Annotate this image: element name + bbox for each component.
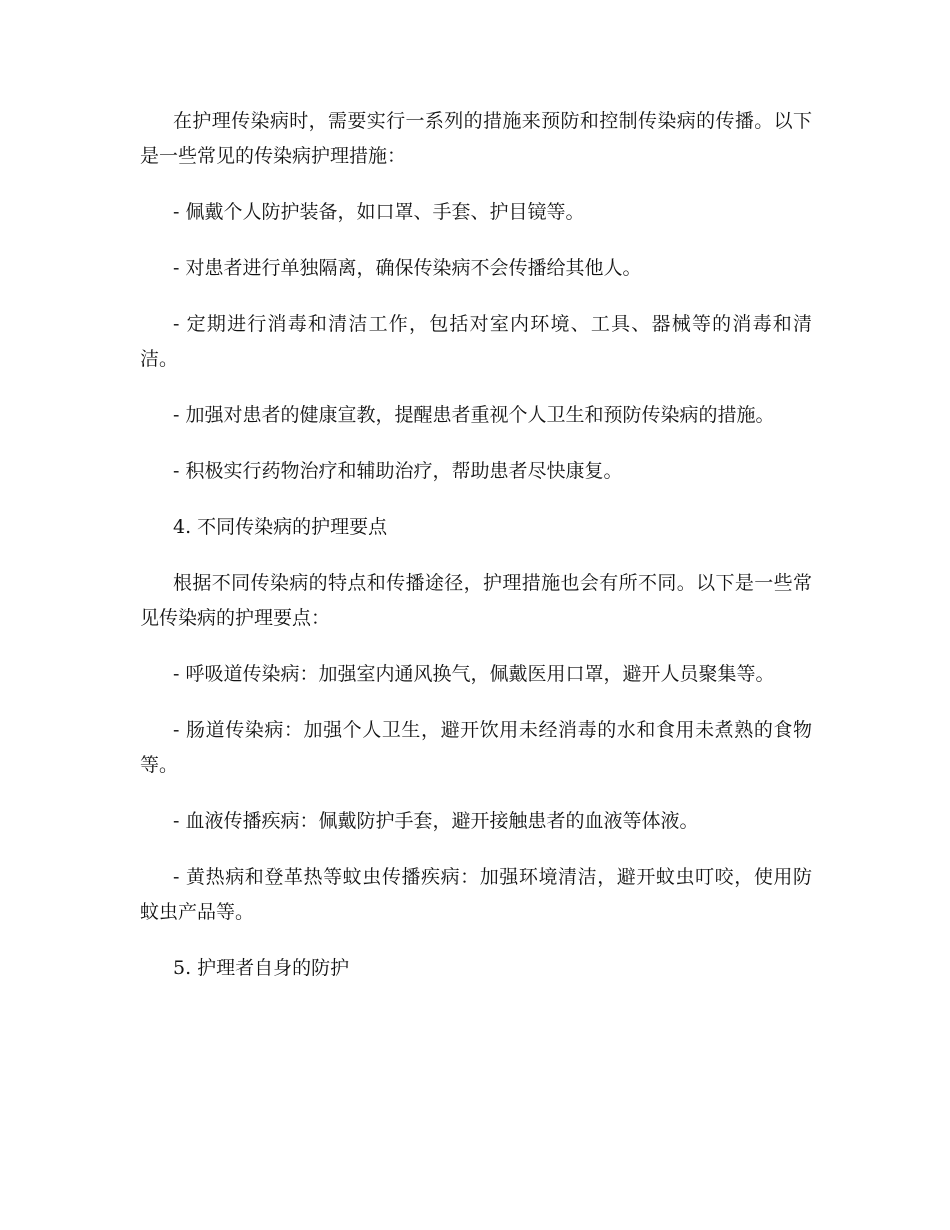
list-item-health-education: - 加强对患者的健康宣教，提醒患者重视个人卫生和预防传染病的措施。 (173, 404, 775, 426)
section-heading-5: 5. 护理者自身的防护 (173, 957, 350, 979)
list-item-isolation: - 对患者进行单独隔离，确保传染病不会传播给其他人。 (173, 257, 642, 279)
section-heading-4: 4. 不同传染病的护理要点 (173, 516, 388, 538)
list-item-blood-borne: - 血液传播疾病：佩戴防护手套，避开接触患者的血液等体液。 (173, 810, 699, 832)
section-4-intro: 根据不同传染病的特点和传播途径，护理措施也会有所不同。以下是一些常见传染病的护理要点： (140, 572, 812, 629)
list-item-treatment: - 积极实行药物治疗和辅助治疗，帮助患者尽快康复。 (173, 460, 623, 482)
list-item-respiratory: - 呼吸道传染病：加强室内通风换气，佩戴医用口罩，避开人员聚集等。 (173, 663, 775, 685)
list-item-intestinal: - 肠道传染病：加强个人卫生，避开饮用未经消毒的水和食用未煮熟的食物等。 (140, 719, 812, 776)
document-body (140, 104, 812, 1007)
list-item-disinfection: - 定期进行消毒和清洁工作，包括对室内环境、工具、器械等的消毒和清洁。 (140, 313, 812, 370)
list-item-protective-equipment: - 佩戴个人防护装备，如口罩、手套、护目镜等。 (173, 201, 585, 223)
list-item-mosquito-borne: - 黄热病和登革热等蚊虫传播疾病：加强环境清洁，避开蚊虫叮咬，使用防蚊虫产品等。 (140, 866, 812, 923)
intro-paragraph: 在护理传染病时，需要实行一系列的措施来预防和控制传染病的传播。以下是一些常见的传染病护理措施： (140, 110, 812, 167)
